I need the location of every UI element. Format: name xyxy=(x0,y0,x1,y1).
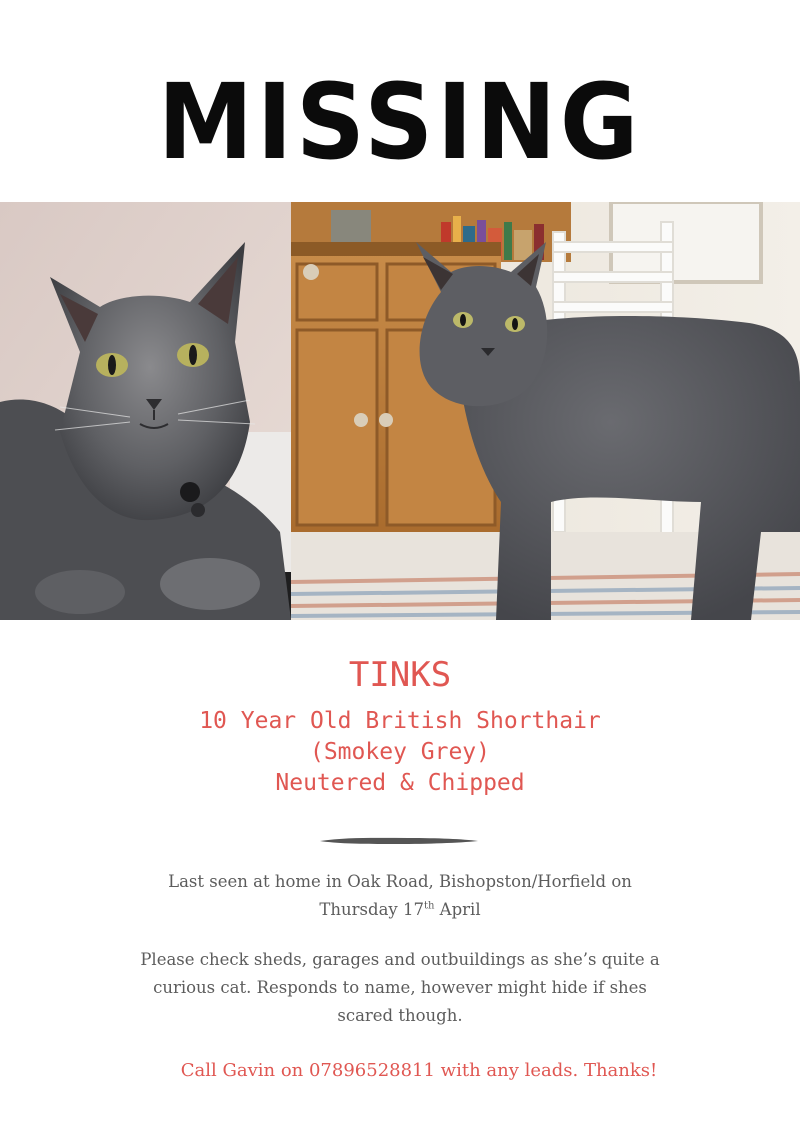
appeal-line-1: Please check sheds, garages and outbuildings as she’s quite a xyxy=(140,950,660,969)
cat-photo-standing xyxy=(291,202,800,620)
cat-photo-closeup xyxy=(0,202,291,620)
appeal-line-2: curious cat. Responds to name, however might hide if shes xyxy=(153,978,647,997)
cat-details xyxy=(0,706,800,799)
brush-divider xyxy=(318,834,480,846)
last-seen-day: Thursday 17 xyxy=(319,900,424,919)
contact-line: Call Gavin on 07896528811 with any leads. Thanks! xyxy=(180,1060,658,1081)
last-seen-line1: Last seen at home in Oak Road, Bishopston/Horfield on xyxy=(168,872,632,891)
headline: MISSING xyxy=(157,61,643,183)
date-suffix: th xyxy=(423,900,435,912)
detail-breed: 10 Year Old British Shorthair xyxy=(199,708,601,734)
last-seen-month: April xyxy=(434,900,481,919)
detail-colour: (Smokey Grey) xyxy=(309,739,490,765)
detail-status: Neutered & Chipped xyxy=(275,770,525,796)
cat-name: TINKS xyxy=(348,655,452,695)
appeal-line-3: scared though. xyxy=(337,1006,463,1025)
last-seen-text xyxy=(120,868,680,924)
last-seen-line2 xyxy=(120,896,680,924)
appeal-text xyxy=(120,946,680,1030)
